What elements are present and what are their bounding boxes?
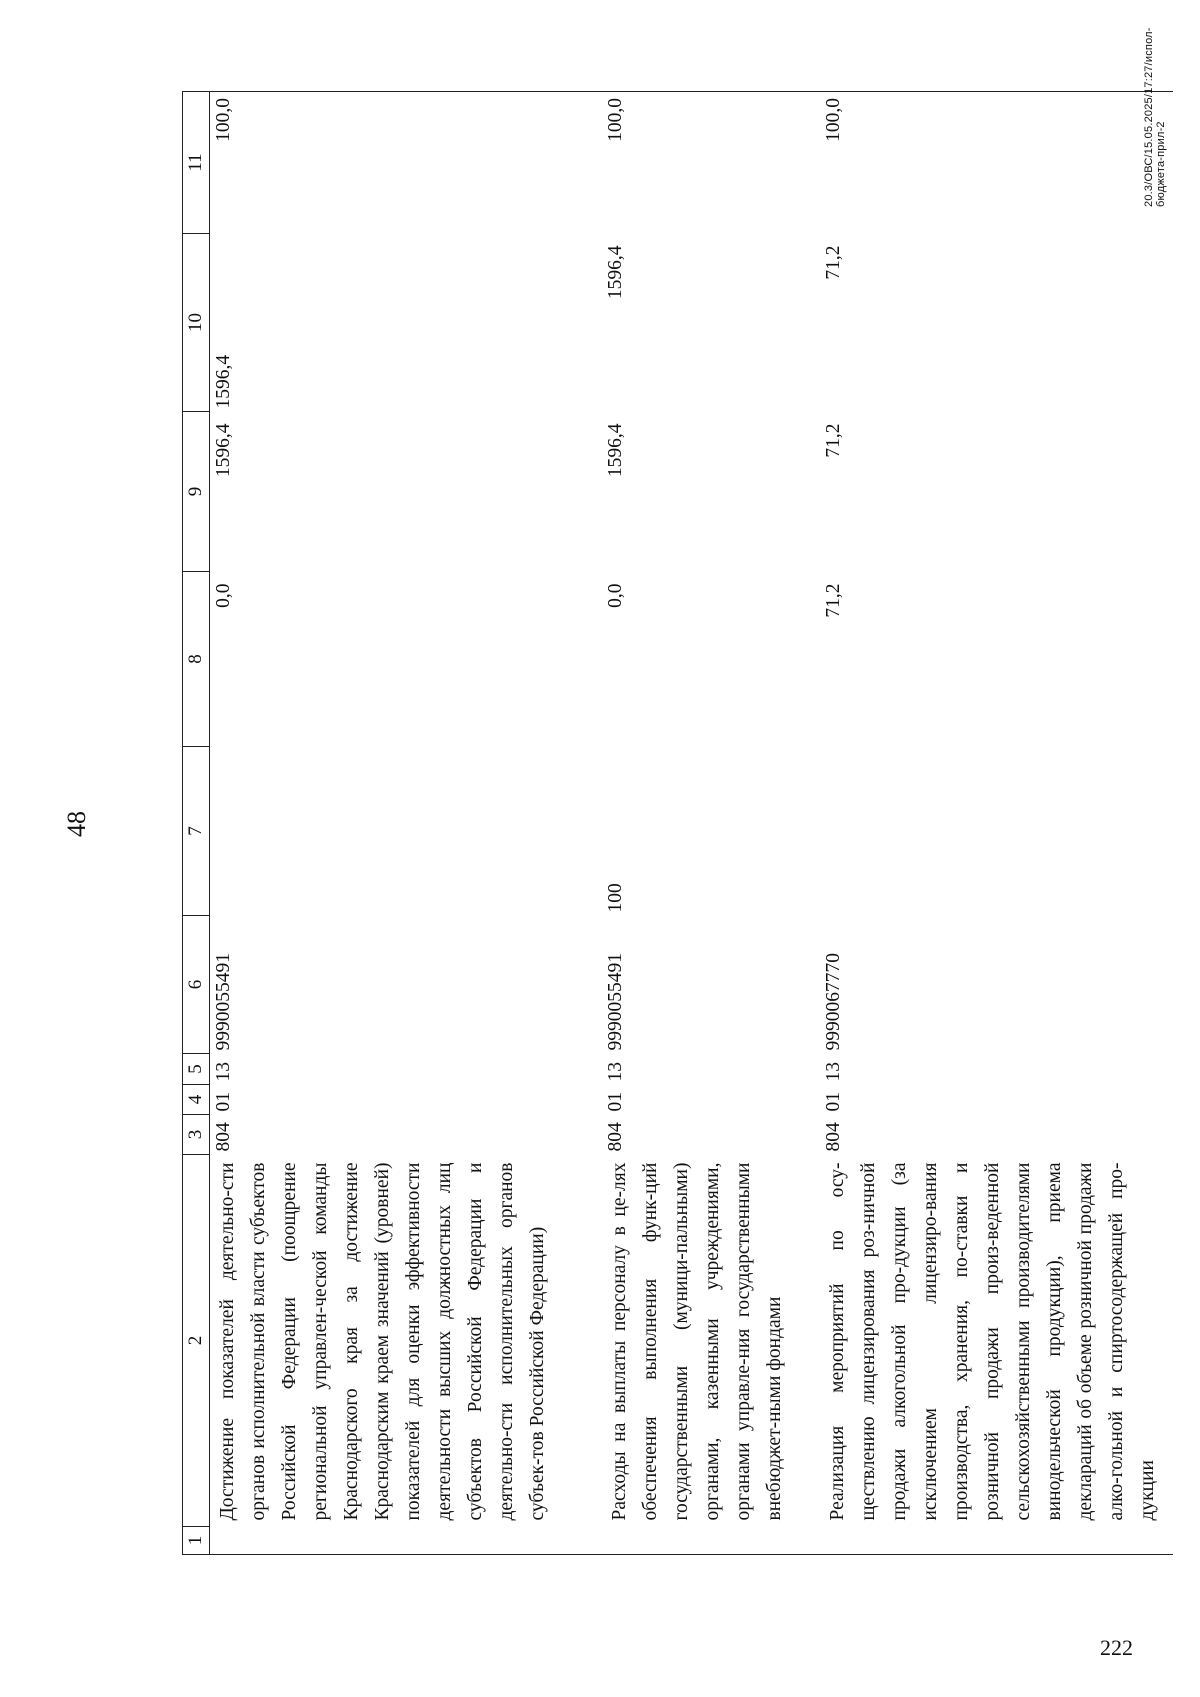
section-code-cell: 01 bbox=[823, 1092, 844, 1112]
table-row bbox=[602, 92, 820, 1555]
table-row bbox=[210, 92, 603, 1555]
header-cell: 11 bbox=[183, 92, 210, 234]
header-cell: 6 bbox=[183, 916, 210, 1054]
page-number: 48 bbox=[62, 811, 91, 837]
value-col9-cell: 71,2 bbox=[823, 423, 844, 458]
table-row bbox=[820, 92, 1173, 1555]
value-col11-cell: 100,0 bbox=[210, 92, 603, 234]
sheet-number: 222 bbox=[1100, 1635, 1133, 1660]
row-index-cell bbox=[210, 1527, 603, 1555]
ministry-code-cell: 804 bbox=[823, 1122, 844, 1152]
document-stamp: 20.3/ОВС/15.05.2025/17:27/испол-бюджета-прил-2 bbox=[1143, 27, 1167, 207]
value-col10-cell: 1596,4 bbox=[605, 245, 626, 300]
row-index-cell bbox=[820, 1527, 1173, 1555]
header-cell: 2 bbox=[183, 1155, 210, 1527]
value-col10-cell: 71,2 bbox=[823, 245, 844, 280]
target-article-cell: 9990067770 bbox=[823, 953, 844, 1051]
row-description: Реализация мероприятий по осу-ществлению лицензирования роз-ничной продажи алкогольной про-дукции (за исключением лицензиро-вания производства, хранения, по-ставки и розничной продажи произ-веденной сельскохозяйственными производителями винодельческой продукции), приема деклараций об объеме розничной продажи алко-гольной и спиртосодержащей про-дукции bbox=[827, 1162, 1158, 1521]
header-cell: 4 bbox=[183, 1085, 210, 1115]
value-col9-cell: 1596,4 bbox=[605, 423, 626, 478]
value-col8-cell: 0,0 bbox=[605, 583, 626, 608]
target-article-cell: 9990055491 bbox=[605, 953, 626, 1051]
value-col11-cell: 100,0 bbox=[820, 92, 1173, 234]
ministry-code-cell: 804 bbox=[605, 1122, 626, 1152]
header-cell: 10 bbox=[183, 234, 210, 412]
value-col10-cell: 1596,4 bbox=[213, 354, 234, 409]
header-cell: 7 bbox=[183, 747, 210, 916]
subsection-code-cell: 13 bbox=[823, 1062, 844, 1082]
expense-type-cell bbox=[210, 747, 603, 916]
value-col8-cell: 0,0 bbox=[213, 583, 234, 608]
target-article-cell: 9990055491 bbox=[213, 953, 234, 1051]
value-col11-cell: 100,0 bbox=[602, 92, 820, 234]
row-index-cell bbox=[602, 1527, 820, 1555]
ministry-code-cell: 804 bbox=[213, 1122, 234, 1152]
section-code-cell: 01 bbox=[605, 1092, 626, 1112]
row-description: Достижение показателей деятельно-сти органов исполнительной власти субъектов Российской Федерации (поощрение региональной управлен-ческой команды Краснодарского края за достижение Краснодарским краем значений (уровней) показателей для оценки эффективности деятельности высших должностных лиц субъектов Российской Федерации и деятельно-сти исполнительных органов субъек-тов Российской Федерации) bbox=[217, 1162, 548, 1521]
table-header-row bbox=[183, 92, 210, 1555]
subsection-code-cell: 13 bbox=[605, 1062, 626, 1082]
value-col8-cell: 71,2 bbox=[823, 583, 844, 618]
header-cell: 5 bbox=[183, 1054, 210, 1085]
row-description: Расходы на выплаты персоналу в це-лях обеспечения выполнения функ-ций государственными (муници-пальными) органами, казенными учреждениями, органами управле-ния государственными внебюджет-ными фондами bbox=[609, 1162, 785, 1521]
header-cell: 9 bbox=[183, 412, 210, 572]
header-cell: 1 bbox=[183, 1527, 210, 1555]
value-col9-cell: 1596,4 bbox=[213, 423, 234, 478]
expense-type-cell bbox=[820, 747, 1173, 916]
header-cell: 3 bbox=[183, 1115, 210, 1155]
expense-type-cell: 100 bbox=[605, 883, 626, 913]
budget-table bbox=[182, 91, 1173, 1555]
section-code-cell: 01 bbox=[213, 1092, 234, 1112]
header-cell: 8 bbox=[183, 572, 210, 747]
subsection-code-cell: 13 bbox=[213, 1062, 234, 1082]
